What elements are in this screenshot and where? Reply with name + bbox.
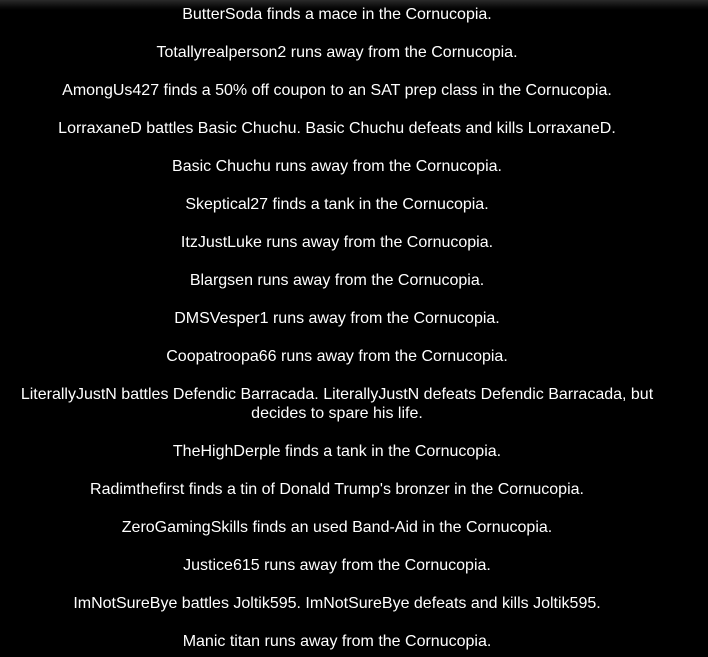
event-item: LiterallyJustN battles Defendic Barracada. LiterallyJustN defeats Defendic Barracada, but decides to spare his life.	[20, 386, 654, 422]
event-item: AmongUs427 finds a 50% off coupon to an SAT prep class in the Cornucopia.	[62, 82, 612, 99]
event-list	[16, 5, 658, 657]
event-item: TheHighDerple finds a tank in the Cornucopia.	[172, 443, 502, 460]
event-item: Coopatroopa66 runs away from the Cornucopia.	[166, 348, 508, 365]
event-item: Totallyrealperson2 runs away from the Cornucopia.	[156, 44, 518, 61]
event-item: DMSVesper1 runs away from the Cornucopia.	[174, 310, 500, 327]
event-item: Justice615 runs away from the Cornucopia.	[183, 557, 491, 574]
event-item: Skeptical27 finds a tank in the Cornucopia.	[185, 196, 489, 213]
event-item: ButterSoda finds a mace in the Cornucopia.	[182, 6, 492, 23]
event-item: ZeroGamingSkills finds an used Band-Aid in the Cornucopia.	[121, 519, 553, 536]
event-item: Manic titan runs away from the Cornucopia.	[182, 633, 492, 650]
event-item: ItzJustLuke runs away from the Cornucopia.	[180, 234, 494, 251]
event-item: Radimthefirst finds a tin of Donald Trump's bronzer in the Cornucopia.	[90, 481, 584, 498]
event-item: Blargsen runs away from the Cornucopia.	[189, 272, 485, 289]
event-item: ImNotSureBye battles Joltik595. ImNotSureBye defeats and kills Joltik595.	[73, 595, 601, 612]
event-item: LorraxaneD battles Basic Chuchu. Basic Chuchu defeats and kills LorraxaneD.	[58, 120, 616, 137]
event-item: Basic Chuchu runs away from the Cornucopia.	[172, 158, 502, 175]
